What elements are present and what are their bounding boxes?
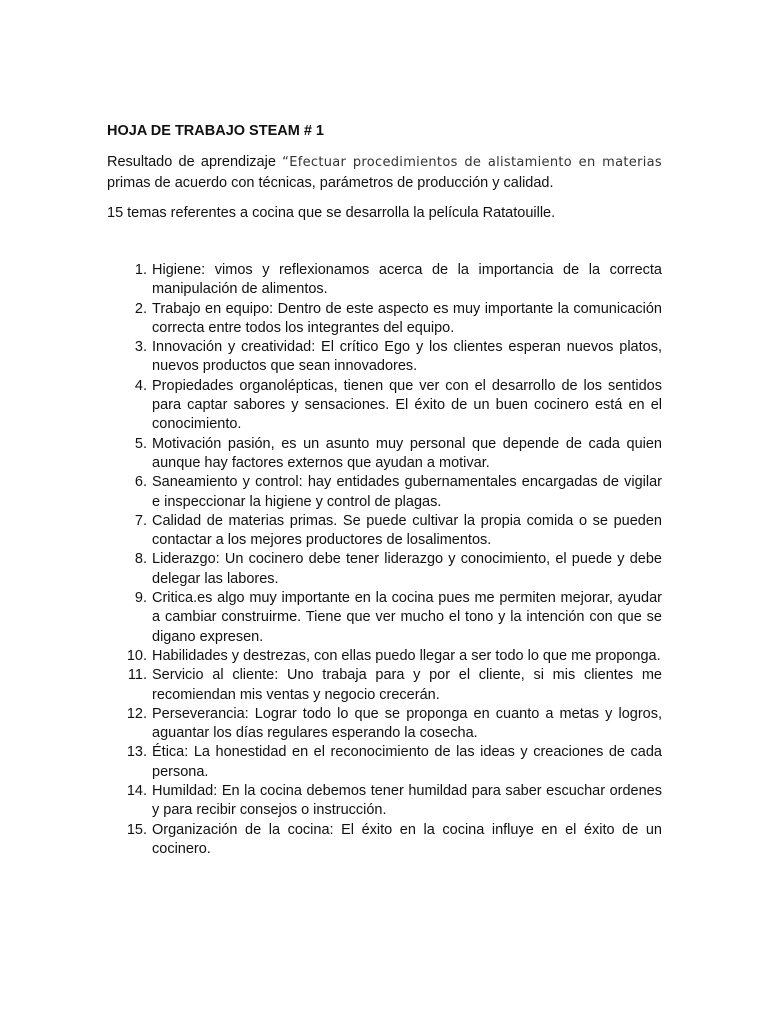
list-item-number: 9. <box>134 590 147 607</box>
list-item <box>107 743 662 782</box>
list-item-number: 3. <box>134 339 147 356</box>
learning-outcome-quote: “Efectuar procedimientos de alistamiento en materias <box>282 155 662 170</box>
intro-text: 15 temas referentes a cocina que se desarrolla la película Ratatouille. <box>107 205 556 221</box>
list-item <box>107 666 662 705</box>
list-item-number: 13. <box>126 744 147 761</box>
list-item <box>107 782 662 821</box>
list-item-number: 12. <box>126 705 147 722</box>
list-item <box>107 705 662 744</box>
list-item-number: 8. <box>134 551 147 568</box>
list-item <box>107 589 662 647</box>
list-item <box>107 261 662 300</box>
list-item <box>107 550 662 589</box>
list-item-text: Perseverancia: Lograr todo lo que se proponga en cuanto a metas y logros, aguantar los días regulares esperando la cosecha. <box>152 705 662 742</box>
list-item-number: 10. <box>126 647 147 664</box>
list-item-text: Motivación pasión, es un asunto muy personal que depende de cada quien aunque hay factores externos que ayudan a motivar. <box>152 435 662 471</box>
list-item-number: 4. <box>134 377 147 394</box>
list-item-text: Trabajo en equipo: Dentro de este aspecto es muy importante la comunicación correcta entre todos los integrantes del equipo. <box>152 300 662 336</box>
list-item <box>107 435 662 474</box>
list-item-number: 1. <box>134 262 147 278</box>
list-item-number: 6. <box>134 474 147 491</box>
topic-list <box>107 261 662 859</box>
list-item-text: Liderazgo: Un cocinero debe tener liderazgo y conocimiento, el puede y debe delegar las labores. <box>152 551 662 587</box>
list-item-text: Habilidades y destrezas, con ellas puedo llegar a ser todo lo que me proponga. <box>152 647 661 664</box>
list-item-text: Critica.es algo muy importante en la cocina pues me permiten mejorar, ayudar a cambiar construirme. Tiene que ver mucho el tono y la intención con que se digano expresen. <box>152 590 662 645</box>
list-item-number: 7. <box>134 512 147 529</box>
list-item-number: 2. <box>134 300 147 317</box>
list-item-text: Ética: La honestidad en el reconocimiento de las ideas y creaciones de cada persona. <box>152 744 662 780</box>
list-item <box>107 647 662 666</box>
list-item <box>107 300 662 339</box>
list-item-text: Saneamiento y control: hay entidades gubernamentales encargadas de vigilar e inspeccionar la higiene y control de plagas. <box>152 474 662 510</box>
learning-outcome-rest: primas de acuerdo con técnicas, parámetros de producción y calidad. <box>107 175 554 191</box>
list-item-number: 5. <box>134 435 147 452</box>
page-title: HOJA DE TRABAJO STEAM # 1 <box>107 123 324 139</box>
list-item <box>107 512 662 551</box>
list-item-text: Higiene: vimos y reflexionamos acerca de la importancia de la correcta manipulación de alimentos. <box>152 262 662 298</box>
list-item-number: 11. <box>127 667 147 684</box>
list-item-text: Humildad: En la cocina debemos tener humildad para saber escuchar ordenes y para recibir consejos o instrucción. <box>152 783 662 819</box>
list-item-text: Servicio al cliente: Uno trabaja para y por el cliente, si mis clientes me recomiendan mis ventas y negocio crecerán. <box>152 667 662 703</box>
worksheet-page <box>107 122 662 859</box>
learning-outcome-label: Resultado de aprendizaje <box>107 154 276 170</box>
list-item-text: Propiedades organolépticas, tienen que ver con el desarrollo de los sentidos para captar sabores y sensaciones. El éxito de un buen cocinero está en el conocimiento. <box>152 377 662 433</box>
learning-outcome <box>107 152 662 193</box>
list-item <box>107 821 662 860</box>
list-item-number: 14. <box>126 783 147 800</box>
list-item <box>107 338 662 377</box>
list-item-text: Calidad de materias primas. Se puede cultivar la propia comida o se pueden contactar a los mejores productores de losalimentos. <box>152 512 662 549</box>
list-item <box>107 377 662 435</box>
list-item-number: 15. <box>126 821 147 838</box>
list-item-text: Organización de la cocina: El éxito en la cocina influye en el éxito de un cocinero. <box>152 821 662 857</box>
list-item-text: Innovación y creatividad: El crítico Ego y los clientes esperan nuevos platos, nuevos productos que sean innovadores. <box>152 339 662 375</box>
list-item <box>107 473 662 512</box>
